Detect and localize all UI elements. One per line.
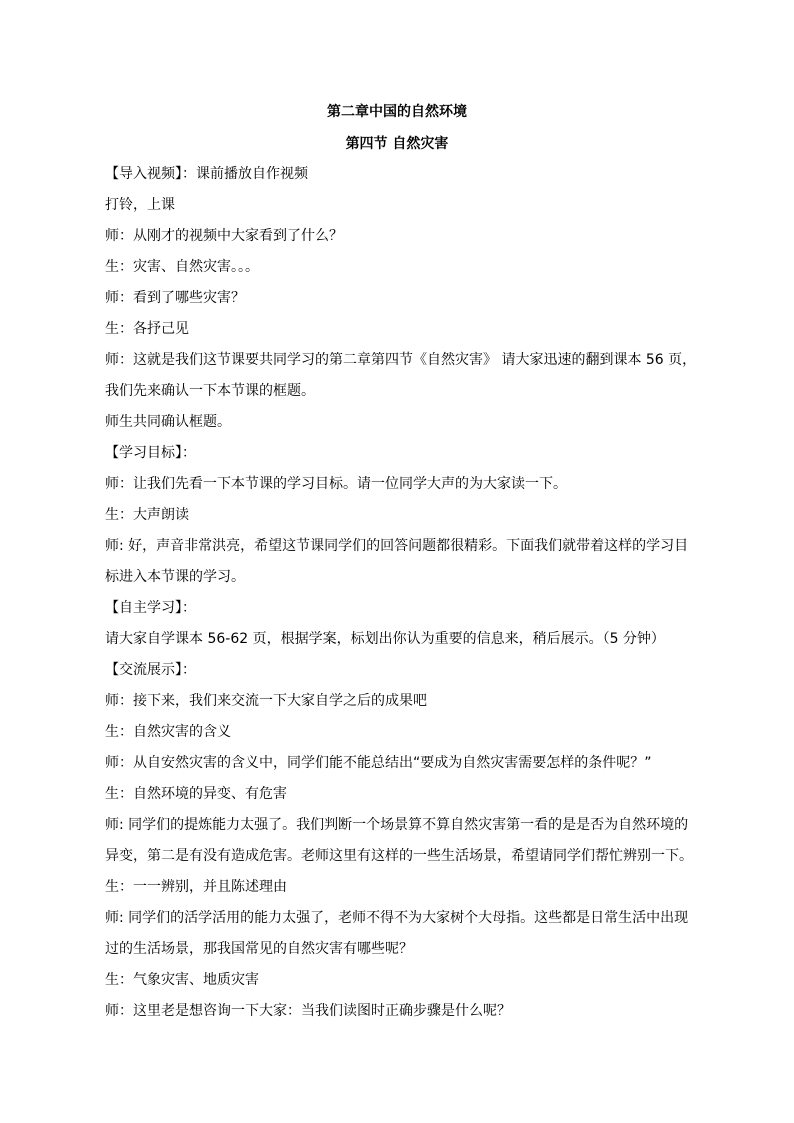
paragraph-line: 【自主学习】：	[105, 600, 196, 616]
document-body	[105, 164, 697, 1032]
paragraph-line: 师生共同确认框题。	[105, 414, 231, 430]
paragraph	[105, 1001, 690, 1021]
paragraph	[105, 722, 690, 742]
paragraph-line: 【交流展示】：	[105, 662, 196, 678]
paragraph	[105, 257, 690, 277]
paragraph	[105, 474, 690, 494]
paragraph-line: 师：这就是我们这节课要共同学习的第二章第四节《自然灾害》 请大家迅速的翻到课本 56 页，	[105, 352, 697, 368]
paragraph-line: 我们先来确认一下本节课的框题。	[105, 383, 315, 399]
paragraph	[105, 195, 690, 215]
paragraph	[105, 412, 690, 432]
paragraph-line: 【学习目标】：	[105, 445, 196, 461]
paragraph-line: 生：自然灾害的含义	[105, 724, 231, 740]
paragraph	[105, 505, 690, 525]
paragraph-line: 异变，第二是有没有造成危害。老师这里有这样的一些生活场景，希望请同学们帮忙辨别一下。	[105, 848, 693, 864]
paragraph	[105, 815, 693, 866]
paragraph-line: 生：灾害、自然灾害。。。	[105, 259, 259, 275]
paragraph-line: 【导入视频】：课前播放自作视频	[105, 166, 308, 182]
paragraph	[105, 970, 690, 990]
paragraph-line: 标进入本节课的学习。	[105, 569, 245, 585]
paragraph-line: 师：从自安然灾害的含义中，同学们能不能总结出“要成为自然灾害需要怎样的条件呢？”	[105, 755, 652, 771]
paragraph	[105, 877, 690, 897]
paragraph	[105, 443, 690, 463]
paragraph-line: 生：气象灾害、地质灾害	[105, 972, 259, 988]
paragraph-line: 师：让我们先看一下本节课的学习目标。请一位同学大声的为大家读一下。	[105, 476, 567, 492]
paragraph	[105, 908, 690, 959]
paragraph-line: 生：一一辨别，并且陈述理由	[105, 879, 287, 895]
paragraph-line: 请大家自学课本 56-62 页，根据学案，标划出你认为重要的信息来，稍后展示。（5 分钟）	[105, 631, 665, 647]
paragraph	[105, 319, 690, 339]
paragraph	[105, 753, 690, 773]
paragraph-line: 生：自然环境的异变、有危害	[105, 786, 287, 802]
paragraph-line: 师：看到了哪些灾害？	[105, 290, 245, 306]
paragraph-line: 生：大声朗读	[105, 507, 189, 523]
paragraph	[105, 536, 690, 587]
paragraph	[105, 629, 690, 649]
paragraph	[105, 784, 690, 804]
section-title: 第四节 自然灾害	[345, 136, 449, 152]
paragraph-line: 师: 同学们的提炼能力太强了。我们判断一个场景算不算自然灾害第一看的是是否为自然环境的	[105, 817, 689, 833]
paragraph-line: 师: 好，声音非常洪亮，希望这节课同学们的回答问题都很精彩。下面我们就带着这样的学习目	[105, 538, 689, 554]
paragraph-line: 师：接下来，我们来交流一下大家自学之后的成果吧	[105, 693, 427, 709]
chapter-title: 第二章中国的自然环境	[327, 104, 467, 120]
paragraph-line: 师：从刚才的视频中大家看到了什么？	[105, 228, 343, 244]
paragraph	[105, 226, 690, 246]
paragraph	[105, 660, 690, 680]
paragraph-line: 过的生活场景，那我国常见的自然灾害有哪些呢？	[105, 941, 413, 957]
paragraph-line: 师: 同学们的活学活用的能力太强了，老师不得不为大家树个大母指。这些都是日常生活中出现	[105, 910, 689, 926]
paragraph	[105, 164, 690, 184]
paragraph-line: 师：这里老是想咨询一下大家：当我们读图时正确步骤是什么呢？	[105, 1003, 511, 1019]
paragraph-line: 生：各抒己见	[105, 321, 189, 337]
paragraph-line: 打铃，上课	[105, 197, 175, 213]
paragraph	[105, 350, 697, 401]
paragraph	[105, 598, 690, 618]
paragraph	[105, 691, 690, 711]
paragraph	[105, 288, 690, 308]
